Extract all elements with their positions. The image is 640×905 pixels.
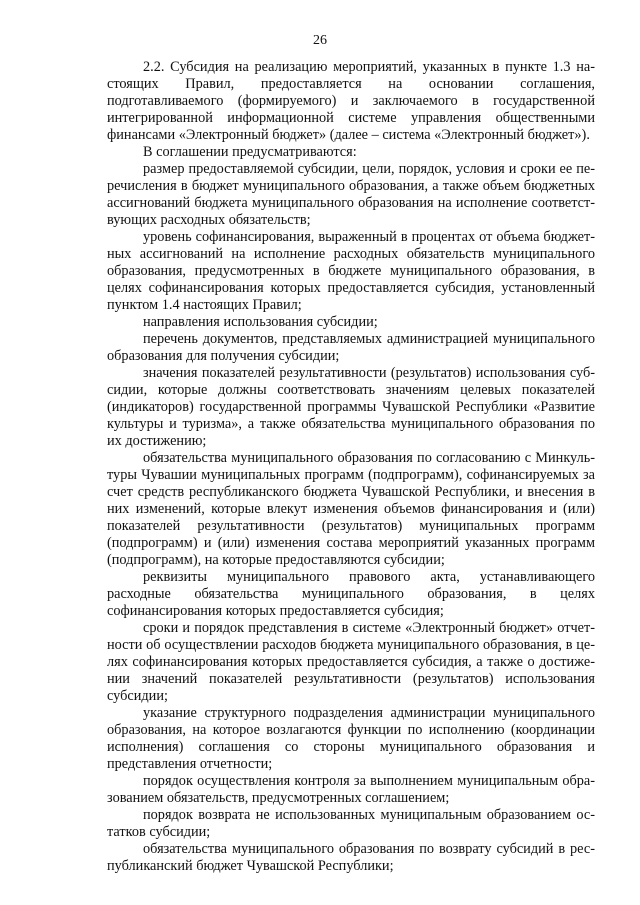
document-body xyxy=(107,59,595,875)
paragraph-documents-list: перечень документов, представляемых администрацией муниципального образования для получения субсидии; xyxy=(107,331,595,364)
paragraph-program-coordination: обязательства муниципального образования по согласованию с Минкультуры Чувашии муниципальных программ (подпрограмм), софинансируемых за счет средств республиканского бюджета Чувашской Республики, и внесения в них изменений, которые влекут изменения объемов финансирования и (или) показателей результативности (результатов) муниципальных программ (подпрограмм) и (или) изменения состава мероприятий указанных программ (подпрограмм), на которые предоставляются субсидии; xyxy=(107,450,595,568)
paragraph-unused-return: порядок возврата не использованных муниципальным образованием остатков субсидии; xyxy=(107,807,595,840)
paragraph-control-procedure: порядок осуществления контроля за выполнением муниципальным образованием обязательств, предусмотренных соглашением; xyxy=(107,773,595,806)
paragraph-performance-indicators: значения показателей результативности (результатов) использования субсидии, которые должны соответствовать значениям целевых показателей (индикаторов) государственной программы Чувашской Республики «Развитие культуры и туризма», а также обязательства муниципального образования по их достижению; xyxy=(107,365,595,449)
paragraph-return-obligations: обязательства муниципального образования по возврату субсидий в республиканский бюджет Чувашской Республики; xyxy=(107,841,595,874)
paragraph-2-2: 2.2. Субсидия на реализацию мероприятий, указанных в пункте 1.3 настоящих Правил, предоставляется на основании соглашения, подготавливаемого (формируемого) и заключаемого в государственной интегрированной информационной системе управления общественными финансами «Электронный бюджет» (далее – система «Электронный бюджет»). xyxy=(107,59,595,143)
paragraph-reporting-terms: сроки и порядок представления в системе «Электронный бюджет» отчетности об осуществлении расходов бюджета муниципального образования, в целях софинансирования которых предоставляется субсидия, а также о достижении значений показателей результативности (результатов) использования субсидии; xyxy=(107,620,595,704)
paragraph-legal-act-details: реквизиты муниципального правового акта, устанавливающего расходные обязательства муниципального образования, в целях софинансирования которых предоставляется субсидия; xyxy=(107,569,595,619)
paragraph-agreement-intro: В соглашении предусматриваются: xyxy=(143,144,357,160)
paragraph-usage-directions: направления использования субсидии; xyxy=(143,314,378,330)
page-number: 26 xyxy=(313,33,327,48)
paragraph-cofinancing-level: уровень софинансирования, выраженный в процентах от объема бюджетных ассигнований на исполнение расходных обязательств муниципального образования, предусмотренных в бюджете муниципального образования, в целях софинансирования которых предоставляется субсидия, установленный пунктом 1.4 настоящих Правил; xyxy=(107,229,595,313)
paragraph-subsidy-amount: размер предоставляемой субсидии, цели, порядок, условия и сроки ее перечисления в бюджет муниципального образования, а также объем бюджетных ассигнований бюджета муниципального образования на исполнение соответствующих расходных обязательств; xyxy=(107,161,595,228)
paragraph-responsible-unit: указание структурного подразделения администрации муниципального образования, на которое возлагаются функции по исполнению (координации исполнения) соглашения со стороны муниципального образования и представления отчетности; xyxy=(107,705,595,772)
